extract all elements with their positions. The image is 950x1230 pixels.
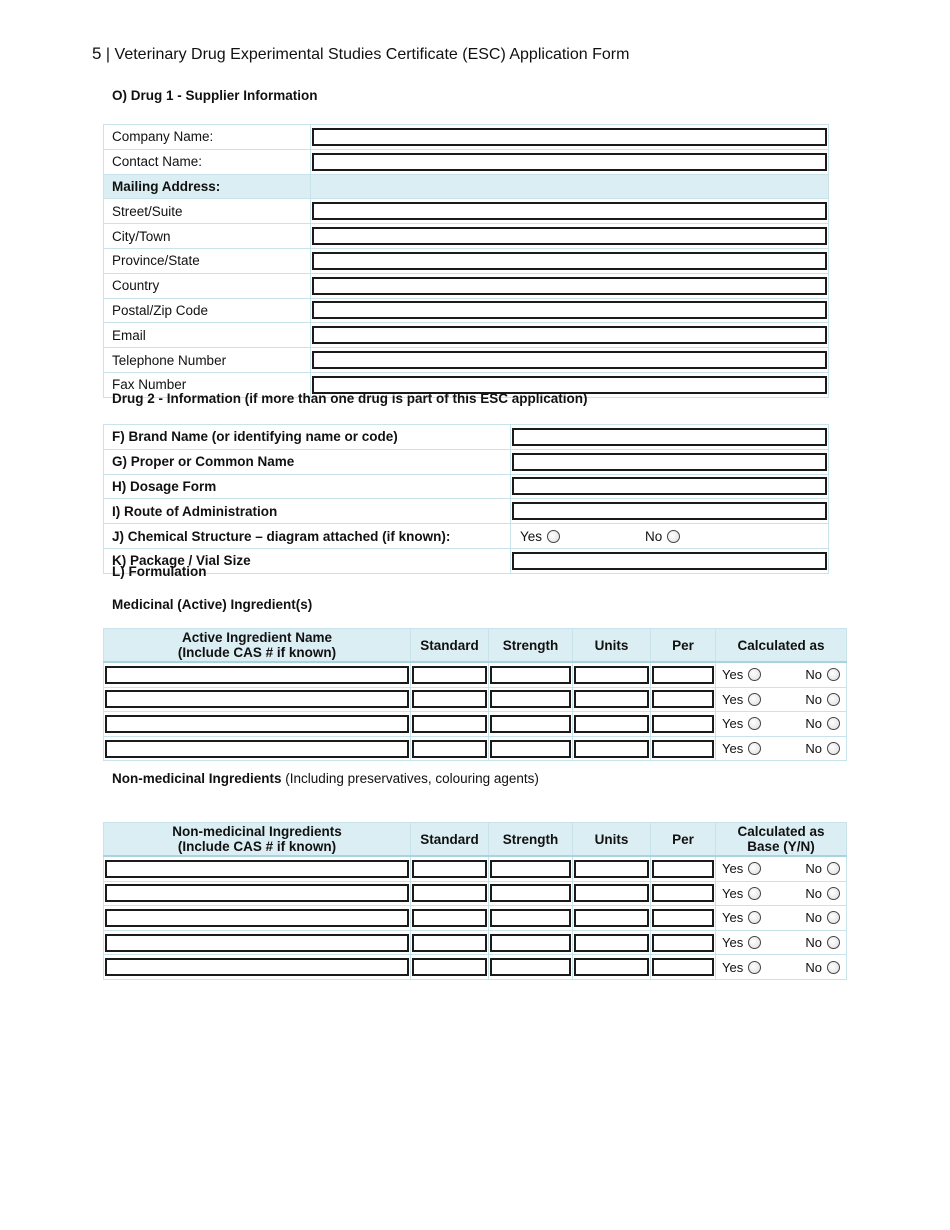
calculated-yes-option[interactable] xyxy=(722,886,761,901)
ingredient-standard-cell xyxy=(411,687,489,712)
active-ingredients-table xyxy=(103,628,847,761)
calculated-yes-label: Yes xyxy=(722,885,744,901)
page-number: 5 xyxy=(92,44,102,63)
calculated-no-option[interactable] xyxy=(805,910,840,925)
ingredient-units-cell xyxy=(573,712,651,737)
yes-radio[interactable] xyxy=(748,693,761,706)
drug2-row xyxy=(104,474,829,499)
calculated-no-label: No xyxy=(805,741,822,757)
no-radio[interactable] xyxy=(827,717,840,730)
ingredient-name-input[interactable] xyxy=(105,740,409,758)
ingredient-strength-input[interactable] xyxy=(490,740,571,758)
supplier-field-cell xyxy=(311,323,829,348)
no-radio[interactable] xyxy=(827,862,840,875)
drug2-field-label: H) Dosage Form xyxy=(104,474,511,499)
ingredient-name-input[interactable] xyxy=(105,884,409,902)
no-radio[interactable] xyxy=(827,936,840,949)
ingredient-strength-cell xyxy=(489,906,573,931)
ingredient-standard-input[interactable] xyxy=(412,860,487,878)
ingredient-per-input[interactable] xyxy=(652,884,714,902)
ingredient-units-cell xyxy=(573,906,651,931)
ingredient-standard-cell xyxy=(411,856,489,881)
ingredient-row xyxy=(104,930,847,955)
ingredient-strength-input[interactable] xyxy=(490,958,571,976)
yes-radio[interactable] xyxy=(748,887,761,900)
drug2-field-label: I) Route of Administration xyxy=(104,499,511,524)
supplier-row xyxy=(104,273,829,298)
ingredient-standard-input[interactable] xyxy=(412,934,487,952)
supplier-field-cell xyxy=(311,224,829,249)
drug2-input[interactable] xyxy=(512,453,827,471)
supplier-field-label: Mailing Address: xyxy=(104,174,311,199)
ingredient-standard-input[interactable] xyxy=(412,690,487,708)
calculated-yes-option[interactable] xyxy=(722,716,761,731)
supplier-input[interactable] xyxy=(312,301,827,319)
ingredient-standard-cell xyxy=(411,662,489,687)
calculated-yes-label: Yes xyxy=(722,910,744,926)
supplier-field-cell xyxy=(311,298,829,323)
nonmedicinal-title-note: (Including preservatives, colouring agents) xyxy=(285,771,539,786)
ingredient-standard-cell xyxy=(411,930,489,955)
ingredient-per-cell xyxy=(651,712,716,737)
ingredient-name-input[interactable] xyxy=(105,690,409,708)
ingredient-row xyxy=(104,662,847,687)
supplier-row xyxy=(104,199,829,224)
nonmedicinal-ingredients-table xyxy=(103,822,847,980)
supplier-row xyxy=(104,125,829,150)
drug2-input[interactable] xyxy=(512,502,827,520)
ingredient-units-input[interactable] xyxy=(574,909,649,927)
calculated-yes-label: Yes xyxy=(722,741,744,757)
nonmedicinal-title xyxy=(112,771,539,786)
nonmed-name-header-line1: Non-medicinal Ingredients xyxy=(172,824,342,839)
calculated-yes-label: Yes xyxy=(722,935,744,951)
ingredient-units-input[interactable] xyxy=(574,860,649,878)
page-header xyxy=(92,44,629,64)
calculated-yes-label: Yes xyxy=(722,691,744,707)
no-radio[interactable] xyxy=(667,530,680,543)
ingredient-units-input[interactable] xyxy=(574,958,649,976)
ingredient-row xyxy=(104,736,847,761)
yes-radio[interactable] xyxy=(748,717,761,730)
ingredient-units-cell xyxy=(573,662,651,687)
drug2-field-cell xyxy=(511,474,829,499)
ingredient-name-cell xyxy=(104,736,411,761)
ingredient-strength-input[interactable] xyxy=(490,715,571,733)
ingredient-per-cell xyxy=(651,662,716,687)
calculated-as-radio-group xyxy=(722,910,840,925)
ingredient-name-input[interactable] xyxy=(105,715,409,733)
yes-radio[interactable] xyxy=(748,936,761,949)
ingredient-standard-input[interactable] xyxy=(412,884,487,902)
supplier-field-label: Company Name: xyxy=(104,125,311,150)
ingredient-per-cell xyxy=(651,736,716,761)
supplier-field-label: Street/Suite xyxy=(104,199,311,224)
calculated-yes-option[interactable] xyxy=(722,960,761,975)
calculated-as-cell xyxy=(716,856,847,881)
ingredient-strength-input[interactable] xyxy=(490,909,571,927)
calculated-yes-option[interactable] xyxy=(722,741,761,756)
ingredient-per-cell xyxy=(651,906,716,931)
supplier-field-cell xyxy=(311,125,829,150)
ingredient-units-input[interactable] xyxy=(574,884,649,902)
supplier-field-label: Fax Number xyxy=(104,372,311,397)
ingredient-row xyxy=(104,856,847,881)
ingredient-standard-input[interactable] xyxy=(412,958,487,976)
drug2-field-cell xyxy=(511,449,829,474)
supplier-row xyxy=(104,149,829,174)
supplier-field-cell xyxy=(311,348,829,373)
ingredient-name-input[interactable] xyxy=(105,909,409,927)
ingredient-per-input[interactable] xyxy=(652,934,714,952)
drug2-row xyxy=(104,425,829,450)
chemical-structure-no-option[interactable] xyxy=(645,529,680,544)
calculated-no-label: No xyxy=(805,910,822,926)
ingredient-strength-cell xyxy=(489,856,573,881)
ingredient-row xyxy=(104,906,847,931)
drug2-row xyxy=(104,548,829,573)
supplier-input[interactable] xyxy=(312,128,827,146)
ingredient-name-cell xyxy=(104,906,411,931)
ingredient-units-cell xyxy=(573,930,651,955)
ingredient-standard-cell xyxy=(411,906,489,931)
ingredient-name-input[interactable] xyxy=(105,934,409,952)
col-units-header: Units xyxy=(573,823,651,857)
supplier-input[interactable] xyxy=(312,227,827,245)
ingredient-strength-cell xyxy=(489,881,573,906)
ingredient-standard-input[interactable] xyxy=(412,909,487,927)
drug2-field-cell xyxy=(511,425,829,450)
drug2-field-label: G) Proper or Common Name xyxy=(104,449,511,474)
ingredient-name-input[interactable] xyxy=(105,860,409,878)
ingredient-name-input[interactable] xyxy=(105,958,409,976)
ingredient-per-cell xyxy=(651,930,716,955)
supplier-field-cell xyxy=(311,273,829,298)
ingredient-units-input[interactable] xyxy=(574,934,649,952)
ingredient-per-cell xyxy=(651,687,716,712)
supplier-input[interactable] xyxy=(312,277,827,295)
drug2-field-cell xyxy=(511,524,829,549)
calculated-as-radio-group xyxy=(722,716,840,731)
no-radio[interactable] xyxy=(827,961,840,974)
calculated-as-header-line1: Calculated as xyxy=(737,637,825,653)
active-ingredients-title: Medicinal (Active) Ingredient(s) xyxy=(112,597,313,612)
ingredient-standard-cell xyxy=(411,736,489,761)
ingredient-strength-input[interactable] xyxy=(490,860,571,878)
calculated-as-radio-group xyxy=(722,861,840,876)
calculated-no-option[interactable] xyxy=(805,741,840,756)
formulation-title: L) Formulation xyxy=(112,564,207,579)
col-standard-header: Standard xyxy=(411,629,489,663)
drug2-input[interactable] xyxy=(512,477,827,495)
ingredient-per-input[interactable] xyxy=(652,666,714,684)
drug2-field-label: J) Chemical Structure – diagram attached (if known): xyxy=(104,524,511,549)
nonmed-name-header xyxy=(104,823,411,857)
no-radio[interactable] xyxy=(827,911,840,924)
supplier-input[interactable] xyxy=(312,202,827,220)
supplier-field-label: Telephone Number xyxy=(104,348,311,373)
supplier-row xyxy=(104,298,829,323)
ingredient-name-cell xyxy=(104,687,411,712)
calculated-as-radio-group xyxy=(722,692,840,707)
supplier-row xyxy=(104,348,829,373)
ingredient-standard-cell xyxy=(411,881,489,906)
ingredient-standard-cell xyxy=(411,955,489,980)
supplier-field-cell xyxy=(311,174,829,199)
active-name-header-line2: (Include CAS # if known) xyxy=(177,645,337,660)
supplier-field-cell xyxy=(311,199,829,224)
drug2-table xyxy=(103,424,829,574)
supplier-row xyxy=(104,224,829,249)
calculated-as-cell xyxy=(716,736,847,761)
ingredient-standard-input[interactable] xyxy=(412,666,487,684)
col-strength-header: Strength xyxy=(489,629,573,663)
ingredient-name-cell xyxy=(104,955,411,980)
ingredient-strength-cell xyxy=(489,930,573,955)
supplier-input[interactable] xyxy=(312,252,827,270)
ingredient-units-input[interactable] xyxy=(574,740,649,758)
calculated-as-cell xyxy=(716,955,847,980)
ingredient-per-cell xyxy=(651,881,716,906)
calculated-no-label: No xyxy=(805,861,822,877)
supplier-row xyxy=(104,248,829,273)
ingredient-name-input[interactable] xyxy=(105,666,409,684)
calculated-no-label: No xyxy=(805,959,822,975)
supplier-input[interactable] xyxy=(312,326,827,344)
drug2-field-label: F) Brand Name (or identifying name or code) xyxy=(104,425,511,450)
calculated-no-option[interactable] xyxy=(805,886,840,901)
calculated-as-radio-group xyxy=(722,886,840,901)
ingredient-name-cell xyxy=(104,662,411,687)
calculated-as-header xyxy=(716,629,847,663)
drug2-row xyxy=(104,449,829,474)
calculated-as-radio-group xyxy=(722,935,840,950)
yes-radio[interactable] xyxy=(748,862,761,875)
calculated-no-label: No xyxy=(805,935,822,951)
calculated-yes-label: Yes xyxy=(722,716,744,732)
calculated-yes-label: Yes xyxy=(722,861,744,877)
calculated-as-base-header-line1: Calculated as xyxy=(737,824,825,839)
calculated-yes-label: Yes xyxy=(722,959,744,975)
ingredient-row xyxy=(104,881,847,906)
calculated-no-label: No xyxy=(805,691,822,707)
supplier-row xyxy=(104,174,829,199)
calculated-as-cell xyxy=(716,881,847,906)
no-radio[interactable] xyxy=(827,693,840,706)
supplier-input[interactable] xyxy=(312,153,827,171)
ingredient-per-cell xyxy=(651,955,716,980)
yes-radio[interactable] xyxy=(748,961,761,974)
ingredient-per-input[interactable] xyxy=(652,958,714,976)
ingredient-name-cell xyxy=(104,856,411,881)
supplier-field-cell xyxy=(311,149,829,174)
calculated-no-label: No xyxy=(805,885,822,901)
ingredient-strength-input[interactable] xyxy=(490,690,571,708)
calculated-as-cell xyxy=(716,906,847,931)
ingredient-units-cell xyxy=(573,687,651,712)
col-units-header: Units xyxy=(573,629,651,663)
ingredient-strength-input[interactable] xyxy=(490,934,571,952)
calculated-as-base-header xyxy=(716,823,847,857)
ingredient-per-input[interactable] xyxy=(652,740,714,758)
calculated-no-label: No xyxy=(805,716,822,732)
calculated-as-radio-group xyxy=(722,741,840,756)
supplier-input[interactable] xyxy=(312,351,827,369)
ingredient-name-cell xyxy=(104,930,411,955)
ingredient-strength-input[interactable] xyxy=(490,884,571,902)
drug2-field-cell xyxy=(511,548,829,573)
document-title: Veterinary Drug Experimental Studies Certificate (ESC) Application Form xyxy=(114,46,630,63)
nonmed-name-header-line2: (Include CAS # if known) xyxy=(177,839,337,854)
supplier-field-label: City/Town xyxy=(104,224,311,249)
ingredient-standard-input[interactable] xyxy=(412,715,487,733)
drug2-row xyxy=(104,499,829,524)
ingredient-units-input[interactable] xyxy=(574,690,649,708)
calculated-yes-option[interactable] xyxy=(722,935,761,950)
no-radio[interactable] xyxy=(827,742,840,755)
col-per-header: Per xyxy=(651,823,716,857)
calculated-no-label: No xyxy=(805,667,822,683)
yes-radio[interactable] xyxy=(547,530,560,543)
calculated-no-option[interactable] xyxy=(805,716,840,731)
calculated-yes-option[interactable] xyxy=(722,861,761,876)
ingredient-strength-input[interactable] xyxy=(490,666,571,684)
calculated-no-option[interactable] xyxy=(805,692,840,707)
ingredient-name-cell xyxy=(104,881,411,906)
calculated-as-base-header-line2: Base (Y/N) xyxy=(747,839,815,854)
supplier-field-label: Country xyxy=(104,273,311,298)
supplier-field-label: Email xyxy=(104,323,311,348)
supplier-table xyxy=(103,124,829,398)
ingredient-row xyxy=(104,712,847,737)
calculated-as-radio-group xyxy=(722,960,840,975)
calculated-as-cell xyxy=(716,662,847,687)
no-radio[interactable] xyxy=(827,887,840,900)
drug2-input[interactable] xyxy=(512,552,827,570)
chemical-structure-radio-group xyxy=(512,526,827,546)
yes-radio[interactable] xyxy=(748,911,761,924)
supplier-field-cell xyxy=(311,248,829,273)
calculated-as-cell xyxy=(716,930,847,955)
supplier-row xyxy=(104,323,829,348)
active-name-header-line1: Active Ingredient Name xyxy=(181,630,333,645)
calculated-no-option[interactable] xyxy=(805,667,840,682)
calculated-no-option[interactable] xyxy=(805,861,840,876)
ingredient-strength-cell xyxy=(489,712,573,737)
calculated-yes-option[interactable] xyxy=(722,910,761,925)
ingredient-units-input[interactable] xyxy=(574,715,649,733)
drug2-field-label: K) Package / Vial Size xyxy=(104,548,511,573)
col-standard-header: Standard xyxy=(411,823,489,857)
ingredient-units-cell xyxy=(573,736,651,761)
yes-radio[interactable] xyxy=(748,668,761,681)
calculated-no-option[interactable] xyxy=(805,935,840,950)
calculated-as-radio-group xyxy=(722,667,840,682)
ingredient-units-cell xyxy=(573,881,651,906)
header-separator: | xyxy=(105,46,111,63)
drug2-row xyxy=(104,524,829,549)
ingredient-per-input[interactable] xyxy=(652,715,714,733)
ingredient-strength-cell xyxy=(489,662,573,687)
ingredient-standard-input[interactable] xyxy=(412,740,487,758)
ingredient-units-cell xyxy=(573,856,651,881)
ingredient-strength-cell xyxy=(489,687,573,712)
ingredient-per-input[interactable] xyxy=(652,860,714,878)
active-name-header xyxy=(104,629,411,663)
calculated-no-option[interactable] xyxy=(805,960,840,975)
calculated-yes-option[interactable] xyxy=(722,692,761,707)
drug2-field-cell xyxy=(511,499,829,524)
ingredient-units-cell xyxy=(573,955,651,980)
calculated-as-cell xyxy=(716,687,847,712)
chemical-structure-no-label: No xyxy=(645,528,663,544)
yes-radio[interactable] xyxy=(748,742,761,755)
supplier-field-label: Postal/Zip Code xyxy=(104,298,311,323)
calculated-yes-option[interactable] xyxy=(722,667,761,682)
calculated-as-cell xyxy=(716,712,847,737)
no-radio[interactable] xyxy=(827,668,840,681)
ingredient-name-cell xyxy=(104,712,411,737)
ingredient-strength-cell xyxy=(489,736,573,761)
chemical-structure-yes-option[interactable] xyxy=(520,529,560,544)
nonmedicinal-title-bold: Non-medicinal Ingredients xyxy=(112,771,282,786)
ingredient-standard-cell xyxy=(411,712,489,737)
ingredient-units-input[interactable] xyxy=(574,666,649,684)
ingredient-per-input[interactable] xyxy=(652,909,714,927)
ingredient-row xyxy=(104,955,847,980)
ingredient-per-cell xyxy=(651,856,716,881)
calculated-yes-label: Yes xyxy=(722,667,744,683)
drug2-input[interactable] xyxy=(512,428,827,446)
col-strength-header: Strength xyxy=(489,823,573,857)
supplier-section-title: O) Drug 1 - Supplier Information xyxy=(112,88,318,103)
ingredient-row xyxy=(104,687,847,712)
drug2-section-title: Drug 2 - Information (if more than one drug is part of this ESC application) xyxy=(112,391,588,406)
supplier-field-label: Province/State xyxy=(104,248,311,273)
ingredient-strength-cell xyxy=(489,955,573,980)
supplier-field-label: Contact Name: xyxy=(104,149,311,174)
chemical-structure-yes-label: Yes xyxy=(520,528,543,544)
ingredient-per-input[interactable] xyxy=(652,690,714,708)
col-per-header: Per xyxy=(651,629,716,663)
